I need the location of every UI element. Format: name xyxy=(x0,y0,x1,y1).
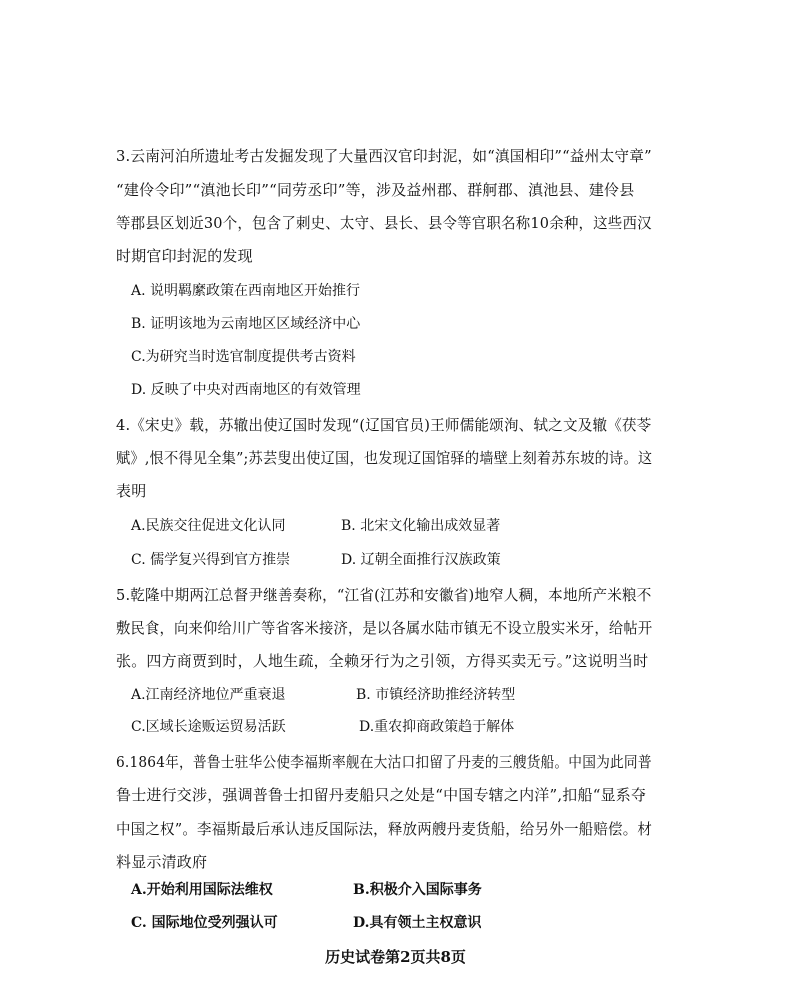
question-5-option-c: C.区域长途贩运贸易活跃 xyxy=(131,719,286,735)
page-footer: 历史试卷第2页共8页 xyxy=(325,948,466,966)
question-6-line-3: 中国之权”。李福斯最后承认违反国际法，释放两艘丹麦货船，给另外一船赔偿。材 xyxy=(116,820,653,838)
question-4-line-1: 4.《宋史》载，苏辙出使辽国时发现“(辽国官员)王师儒能颂洵、轼之文及辙《茯苓 xyxy=(116,416,652,434)
question-5-option-b: B. 市镇经济助推经济转型 xyxy=(356,687,516,703)
question-6-line-2: 鲁士进行交涉，强调普鲁士扣留丹麦船只之处是“中国专辖之内洋”,扣船“显系夺 xyxy=(116,786,647,804)
question-4-line-2: 赋》,恨不得见全集”;苏芸叟出使辽国，也发现辽国馆驿的墙壁上刻着苏东坡的诗。这 xyxy=(116,449,653,467)
question-3-option-d: D. 反映了中央对西南地区的有效管理 xyxy=(131,382,361,398)
question-4-option-c: C. 儒学复兴得到官方推崇 xyxy=(131,552,291,568)
question-4-option-a: A.民族交往促进文化认同 xyxy=(131,518,286,534)
question-6-line-1: 6.1864年，普鲁士驻华公使李福斯率舰在大沽口扣留了丹麦的三艘货船。中国为此同普 xyxy=(116,753,652,771)
question-6-option-d: D.具有领土主权意识 xyxy=(353,915,482,931)
question-3-line-3: 等郡县区划近30个，包含了刺史、太守、县长、县令等官职名称10余种，这些西汉 xyxy=(116,214,652,232)
question-4-line-3: 表明 xyxy=(116,482,147,500)
question-4-option-d: D. 辽朝全面推行汉族政策 xyxy=(341,552,501,568)
question-3-line-4: 时期官印封泥的发现 xyxy=(116,247,253,265)
question-6-line-4: 料显示清政府 xyxy=(116,853,208,871)
question-4-option-b: B. 北宋文化输出成效显著 xyxy=(341,518,501,534)
question-3-option-c: C.为研究当时选官制度提供考古资料 xyxy=(131,349,356,365)
question-3-line-2: “建伶令印”“滇池长印”“同劳丞印”等，涉及益州郡、群舸郡、滇池县、建伶县 xyxy=(116,181,635,199)
question-3-option-b: B. 证明该地为云南地区区域经济中心 xyxy=(131,316,361,332)
question-5-line-3: 张。四方商贾到时，人地生疏，全赖牙行为之引领，方得买卖无亏。”这说明当时 xyxy=(116,652,649,670)
question-6-option-b: B.积极介入国际事务 xyxy=(353,882,482,898)
question-5-option-a: A.江南经济地位严重衰退 xyxy=(131,687,286,703)
question-6-option-c: C. 国际地位受列强认可 xyxy=(131,915,278,931)
question-6-option-a: A.开始利用国际法维权 xyxy=(131,882,273,898)
question-5-line-2: 敷民食，向来仰给川广等省客米接济，是以各属水陆市镇无不设立殷实米牙，给帖开 xyxy=(116,619,653,637)
question-5-line-1: 5.乾隆中期两江总督尹继善奏称，“江省(江苏和安徽省)地窄人稠，本地所产米粮不 xyxy=(116,586,652,604)
question-5-option-d: D.重农抑商政策趋于解体 xyxy=(359,719,515,735)
question-3-line-1: 3.云南河泊所遗址考古发掘发现了大量西汉官印封泥，如“滇国相印”“益州太守章” xyxy=(116,147,652,165)
question-3-option-a: A. 说明羁縻政策在西南地区开始推行 xyxy=(131,283,361,299)
